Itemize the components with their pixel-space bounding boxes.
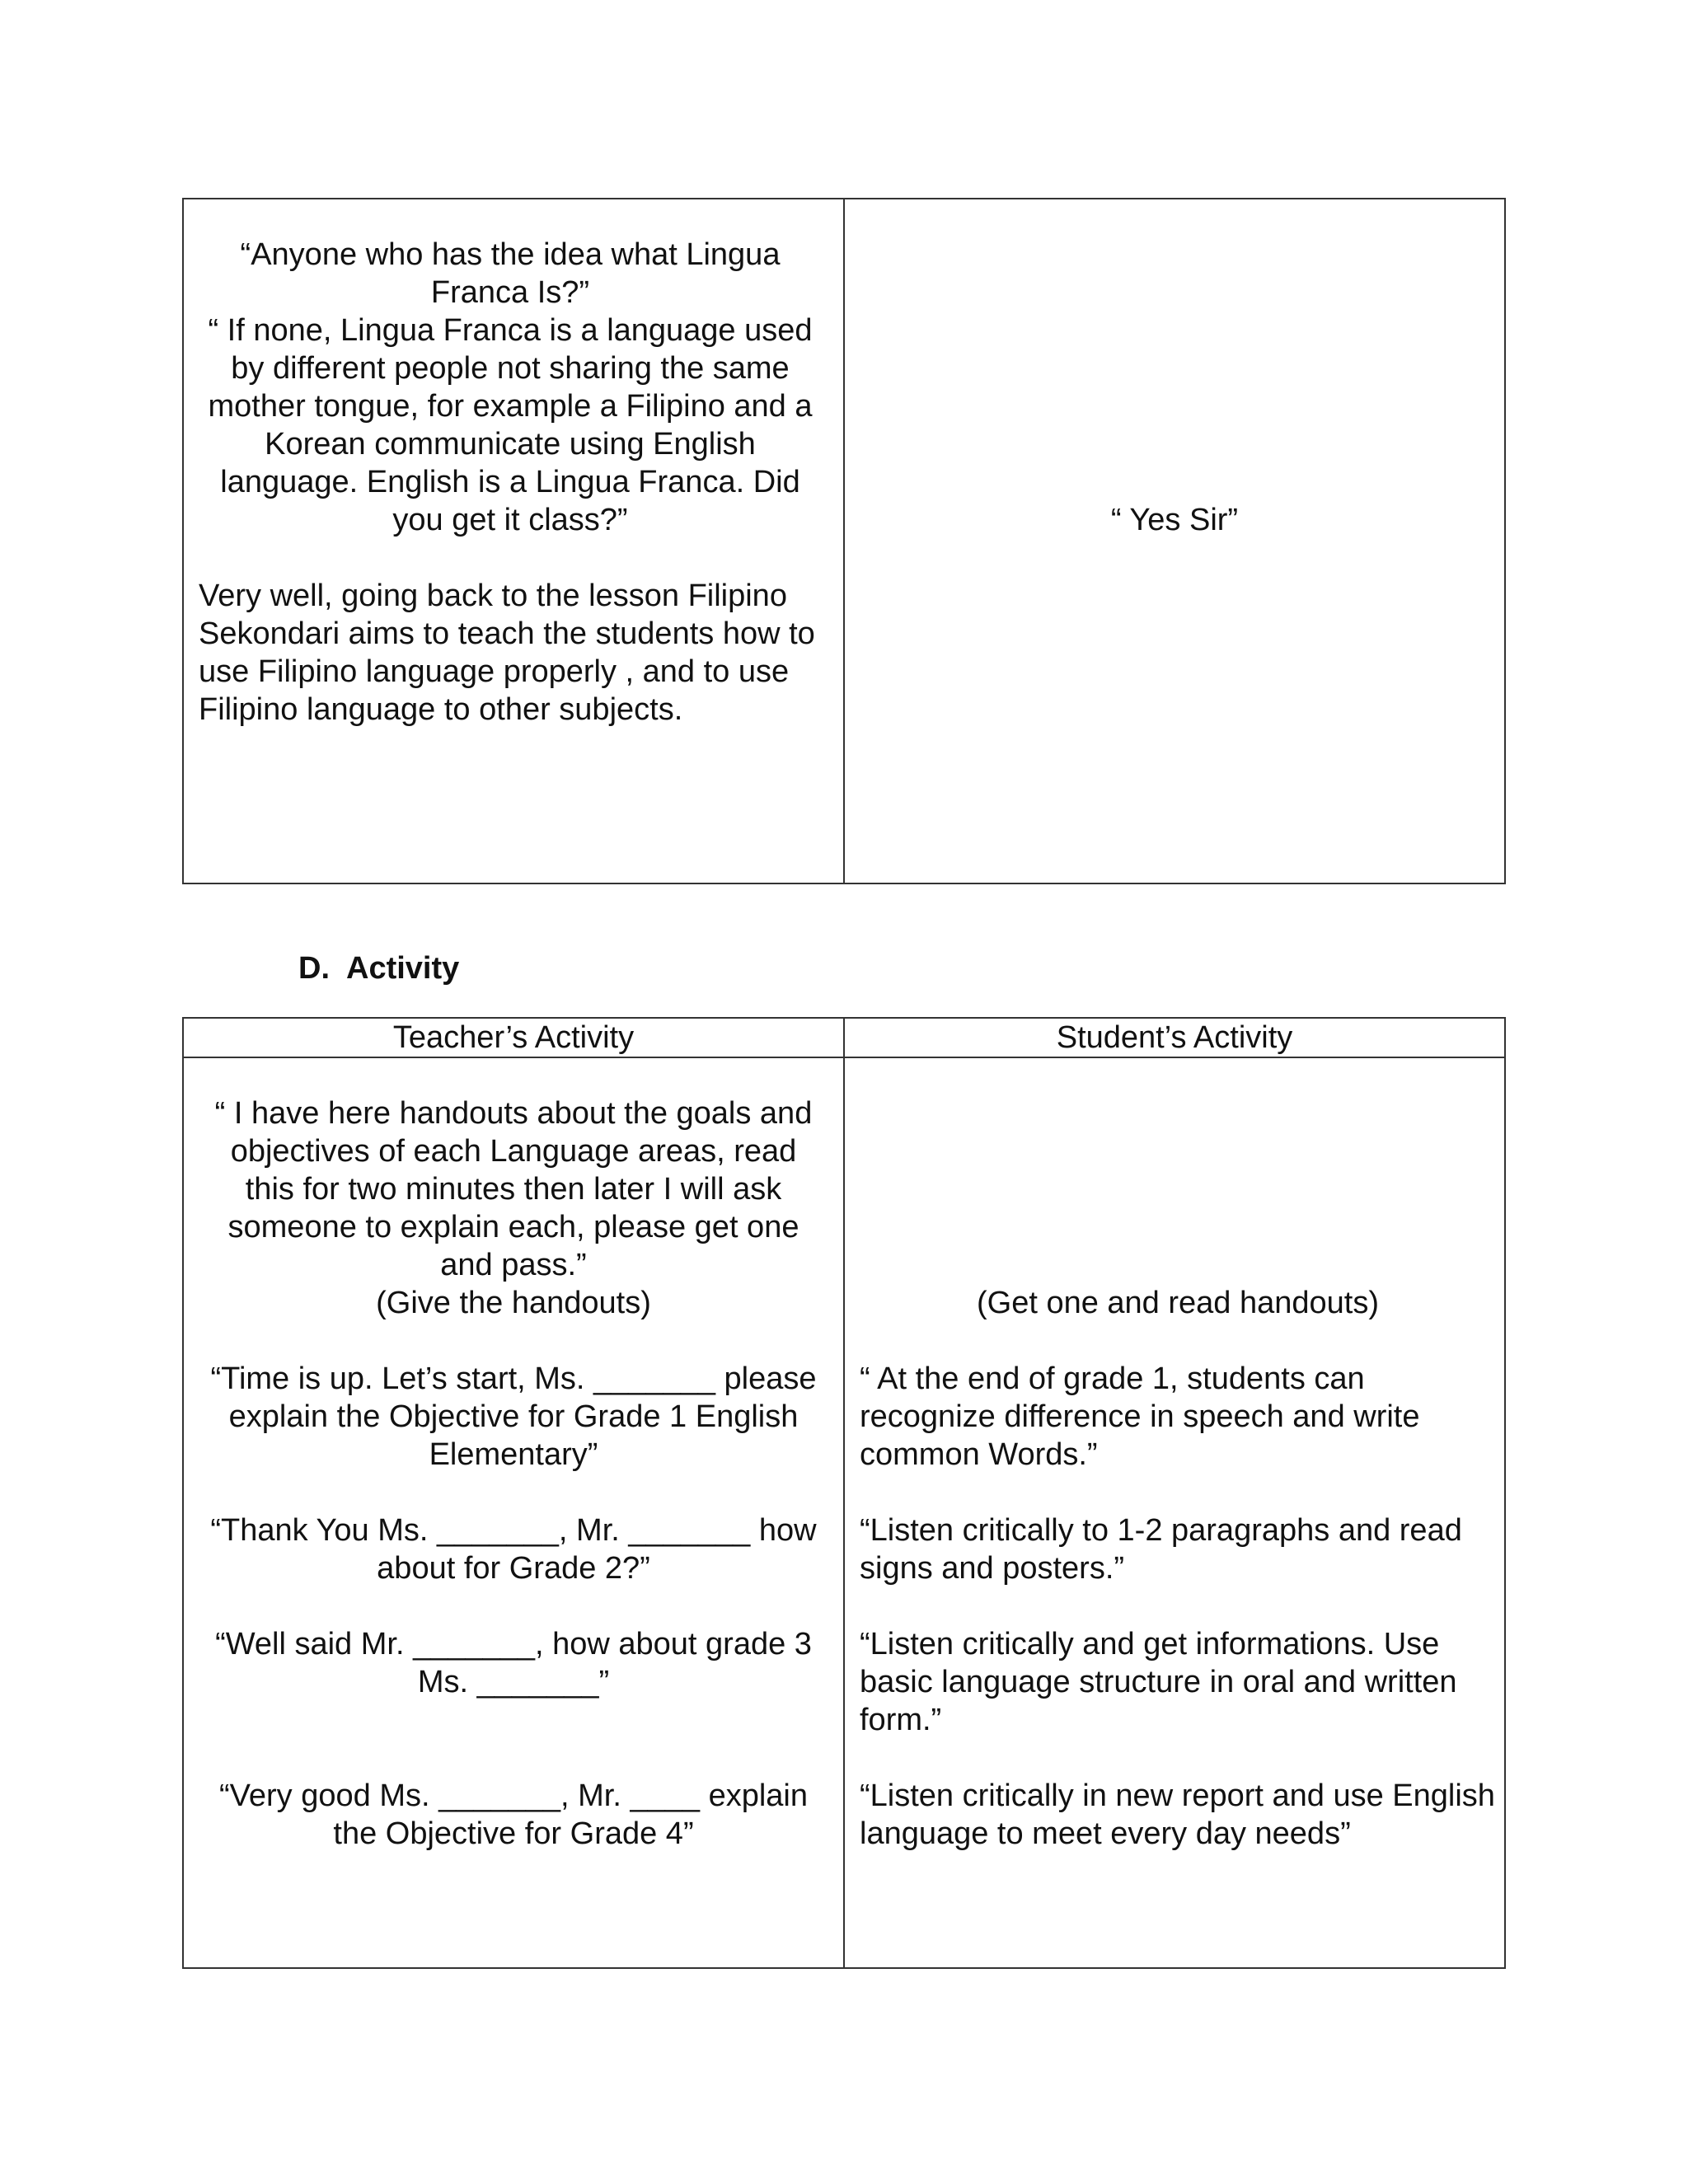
paragraph-gap (202, 1701, 825, 1739)
student-line-grade-4: “Listen critically in new report and use English language to meet every day needs” (860, 1779, 1495, 1851)
teacher-line-grade-2: “Thank You Ms. _______, Mr. _______ how about for Grade 2?” (210, 1513, 817, 1586)
table-row (183, 199, 1505, 883)
student-line-grade-1: “ At the end of grade 1, students can recognize difference in speech and write common Words.” (860, 1361, 1420, 1472)
paragraph-gap (860, 1739, 1496, 1777)
section-letter: D. (298, 951, 330, 986)
teacher-line-grade-4: “Very good Ms. _______, Mr. ____ explain the Objective for Grade 4” (218, 1779, 808, 1851)
table-header-row (183, 1018, 1505, 1057)
student-response: “ Yes Sir” (1110, 503, 1239, 537)
student-line-grade-2: “Listen critically to 1-2 paragraphs and read signs and posters.” (860, 1513, 1462, 1586)
teacher-line-grade-3: “Well said Mr. _______, how about grade 3 Ms. _______” (215, 1627, 812, 1699)
paragraph-gap (860, 1322, 1496, 1360)
teacher-dialogue-cell (183, 199, 844, 883)
teacher-line-handouts: “ I have here handouts about the goals and objectives of each Language areas, read this for two minutes then later I will ask someone to explain each, please get one and pass.” (214, 1096, 813, 1282)
paragraph-gap (202, 1587, 825, 1625)
paragraph-gap (202, 1739, 825, 1777)
lesson-return-paragraph: Very well, going back to the lesson Filipino Sekondari aims to teach the students how to use Filipino language properly , and to use Filipino language to other subjects. (199, 579, 815, 727)
teacher-activity-cell (183, 1057, 844, 1968)
paragraph-gap (860, 1132, 1496, 1170)
intro-dialogue-table (182, 198, 1506, 884)
lingua-franca-definition: “ If none, Lingua Franca is a language used by different people not sharing the same mother tongue, for example a Filipino and a Korean communicate using English language. English is a Lingua Franca. Did you get it class?” (208, 313, 813, 537)
section-title: Activity (346, 951, 460, 986)
teacher-activity-header: Teacher’s Activity (183, 1018, 844, 1057)
section-heading (298, 951, 459, 987)
teacher-line-give-handouts: (Give the handouts) (376, 1286, 651, 1320)
teacher-question: “Anyone who has the idea what Lingua Franca Is?” (240, 237, 781, 310)
student-activity-header: Student’s Activity (844, 1018, 1505, 1057)
paragraph-gap (202, 1474, 825, 1511)
paragraph-gap (202, 1322, 825, 1360)
paragraph-gap (860, 1587, 1496, 1625)
paragraph-gap (860, 1170, 1496, 1208)
paragraph-gap (860, 1474, 1496, 1511)
paragraph-gap (199, 539, 822, 577)
paragraph-gap (860, 1208, 1496, 1246)
student-line-grade-3: “Listen critically and get informations. Use basic language structure in oral and written form.” (860, 1627, 1457, 1737)
paragraph-gap (860, 1094, 1496, 1132)
table-row (183, 1057, 1505, 1968)
teacher-line-grade-1: “Time is up. Let’s start, Ms. _______ please explain the Objective for Grade 1 English Elementary” (210, 1361, 817, 1472)
paragraph-gap (860, 1246, 1496, 1284)
student-response-cell (844, 199, 1505, 883)
activity-table (182, 1017, 1506, 1969)
student-activity-cell (844, 1057, 1505, 1968)
student-line-read-handouts: (Get one and read handouts) (976, 1286, 1379, 1320)
